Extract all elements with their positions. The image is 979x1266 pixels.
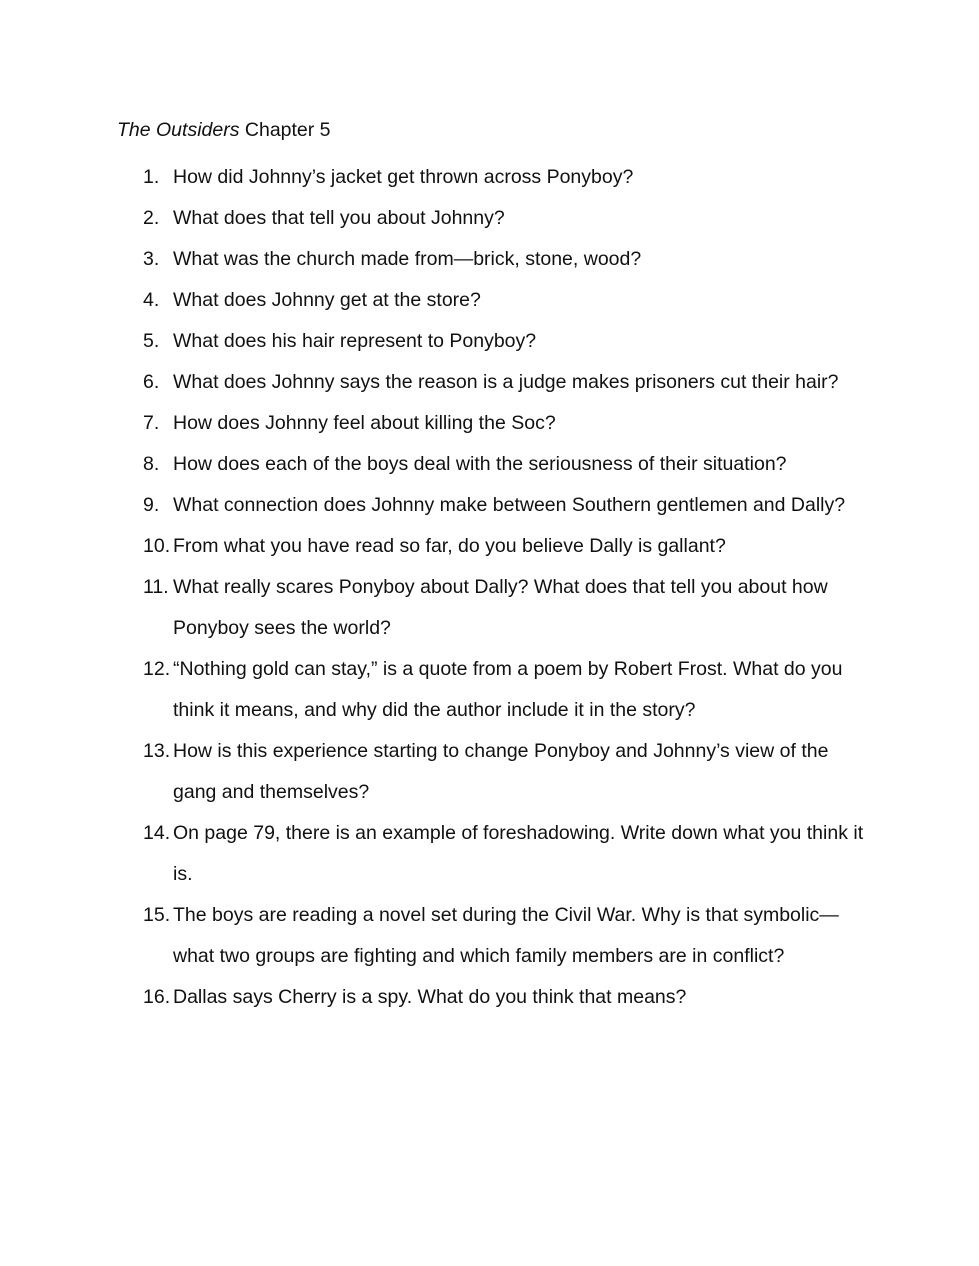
question-number: 3.: [143, 248, 160, 270]
question-number: 12.: [143, 658, 171, 680]
question-item: [143, 362, 873, 403]
question-number: 13.: [143, 740, 171, 762]
question-number: 4.: [143, 289, 160, 311]
question-text: How does each of the boys deal with the seriousness of their situation?: [173, 453, 787, 475]
question-item: [143, 567, 873, 649]
question-text: What connection does Johnny make between Southern gentlemen and Dally?: [173, 494, 846, 516]
question-item: [143, 157, 873, 198]
question-text: On page 79, there is an example of foreshadowing. Write down what you think it is.: [173, 822, 864, 885]
question-list: [143, 157, 873, 1018]
question-number: 9.: [143, 494, 160, 516]
question-number: 11.: [143, 576, 169, 598]
question-item: [143, 813, 873, 895]
question-text: What does Johnny get at the store?: [173, 289, 481, 311]
question-text: What really scares Ponyboy about Dally? What does that tell you about how Ponyboy sees the world?: [173, 576, 828, 639]
question-item: [143, 239, 873, 280]
question-text: The boys are reading a novel set during the Civil War. Why is that symbolic—what two groups are fighting and which family members are in conflict?: [173, 904, 839, 967]
question-item: [143, 895, 873, 977]
question-text: How is this experience starting to change Ponyboy and Johnny’s view of the gang and themselves?: [173, 740, 829, 803]
question-number: 16.: [143, 986, 171, 1008]
question-text: What does Johnny says the reason is a judge makes prisoners cut their hair?: [173, 371, 839, 393]
question-item: [143, 321, 873, 362]
question-number: 10.: [143, 535, 171, 557]
question-number: 2.: [143, 207, 160, 229]
question-text: What does his hair represent to Ponyboy?: [173, 330, 537, 352]
question-text: How does Johnny feel about killing the Soc?: [173, 412, 556, 434]
question-item: [143, 731, 873, 813]
question-item: [143, 280, 873, 321]
question-item: [143, 444, 873, 485]
question-text: What was the church made from—brick, stone, wood?: [173, 248, 642, 270]
question-number: 6.: [143, 371, 160, 393]
question-item: [143, 403, 873, 444]
question-item: [143, 198, 873, 239]
question-item: [143, 649, 873, 731]
document-title: [117, 116, 331, 144]
title-chapter: Chapter 5: [239, 119, 331, 141]
question-text: From what you have read so far, do you believe Dally is gallant?: [173, 535, 726, 557]
question-text: How did Johnny’s jacket get thrown across Ponyboy?: [173, 166, 634, 188]
title-book-name: The Outsiders: [117, 119, 240, 141]
question-item: [143, 977, 873, 1018]
question-item: [143, 485, 873, 526]
question-text: What does that tell you about Johnny?: [173, 207, 505, 229]
question-number: 5.: [143, 330, 160, 352]
question-text: “Nothing gold can stay,” is a quote from a poem by Robert Frost. What do you think it means, and why did the author include it in the story?: [173, 658, 843, 721]
question-number: 14.: [143, 822, 171, 844]
question-number: 1.: [143, 166, 160, 188]
question-number: 8.: [143, 453, 160, 475]
question-number: 7.: [143, 412, 160, 434]
question-item: [143, 526, 873, 567]
question-text: Dallas says Cherry is a spy. What do you think that means?: [173, 986, 687, 1008]
question-number: 15.: [143, 904, 171, 926]
